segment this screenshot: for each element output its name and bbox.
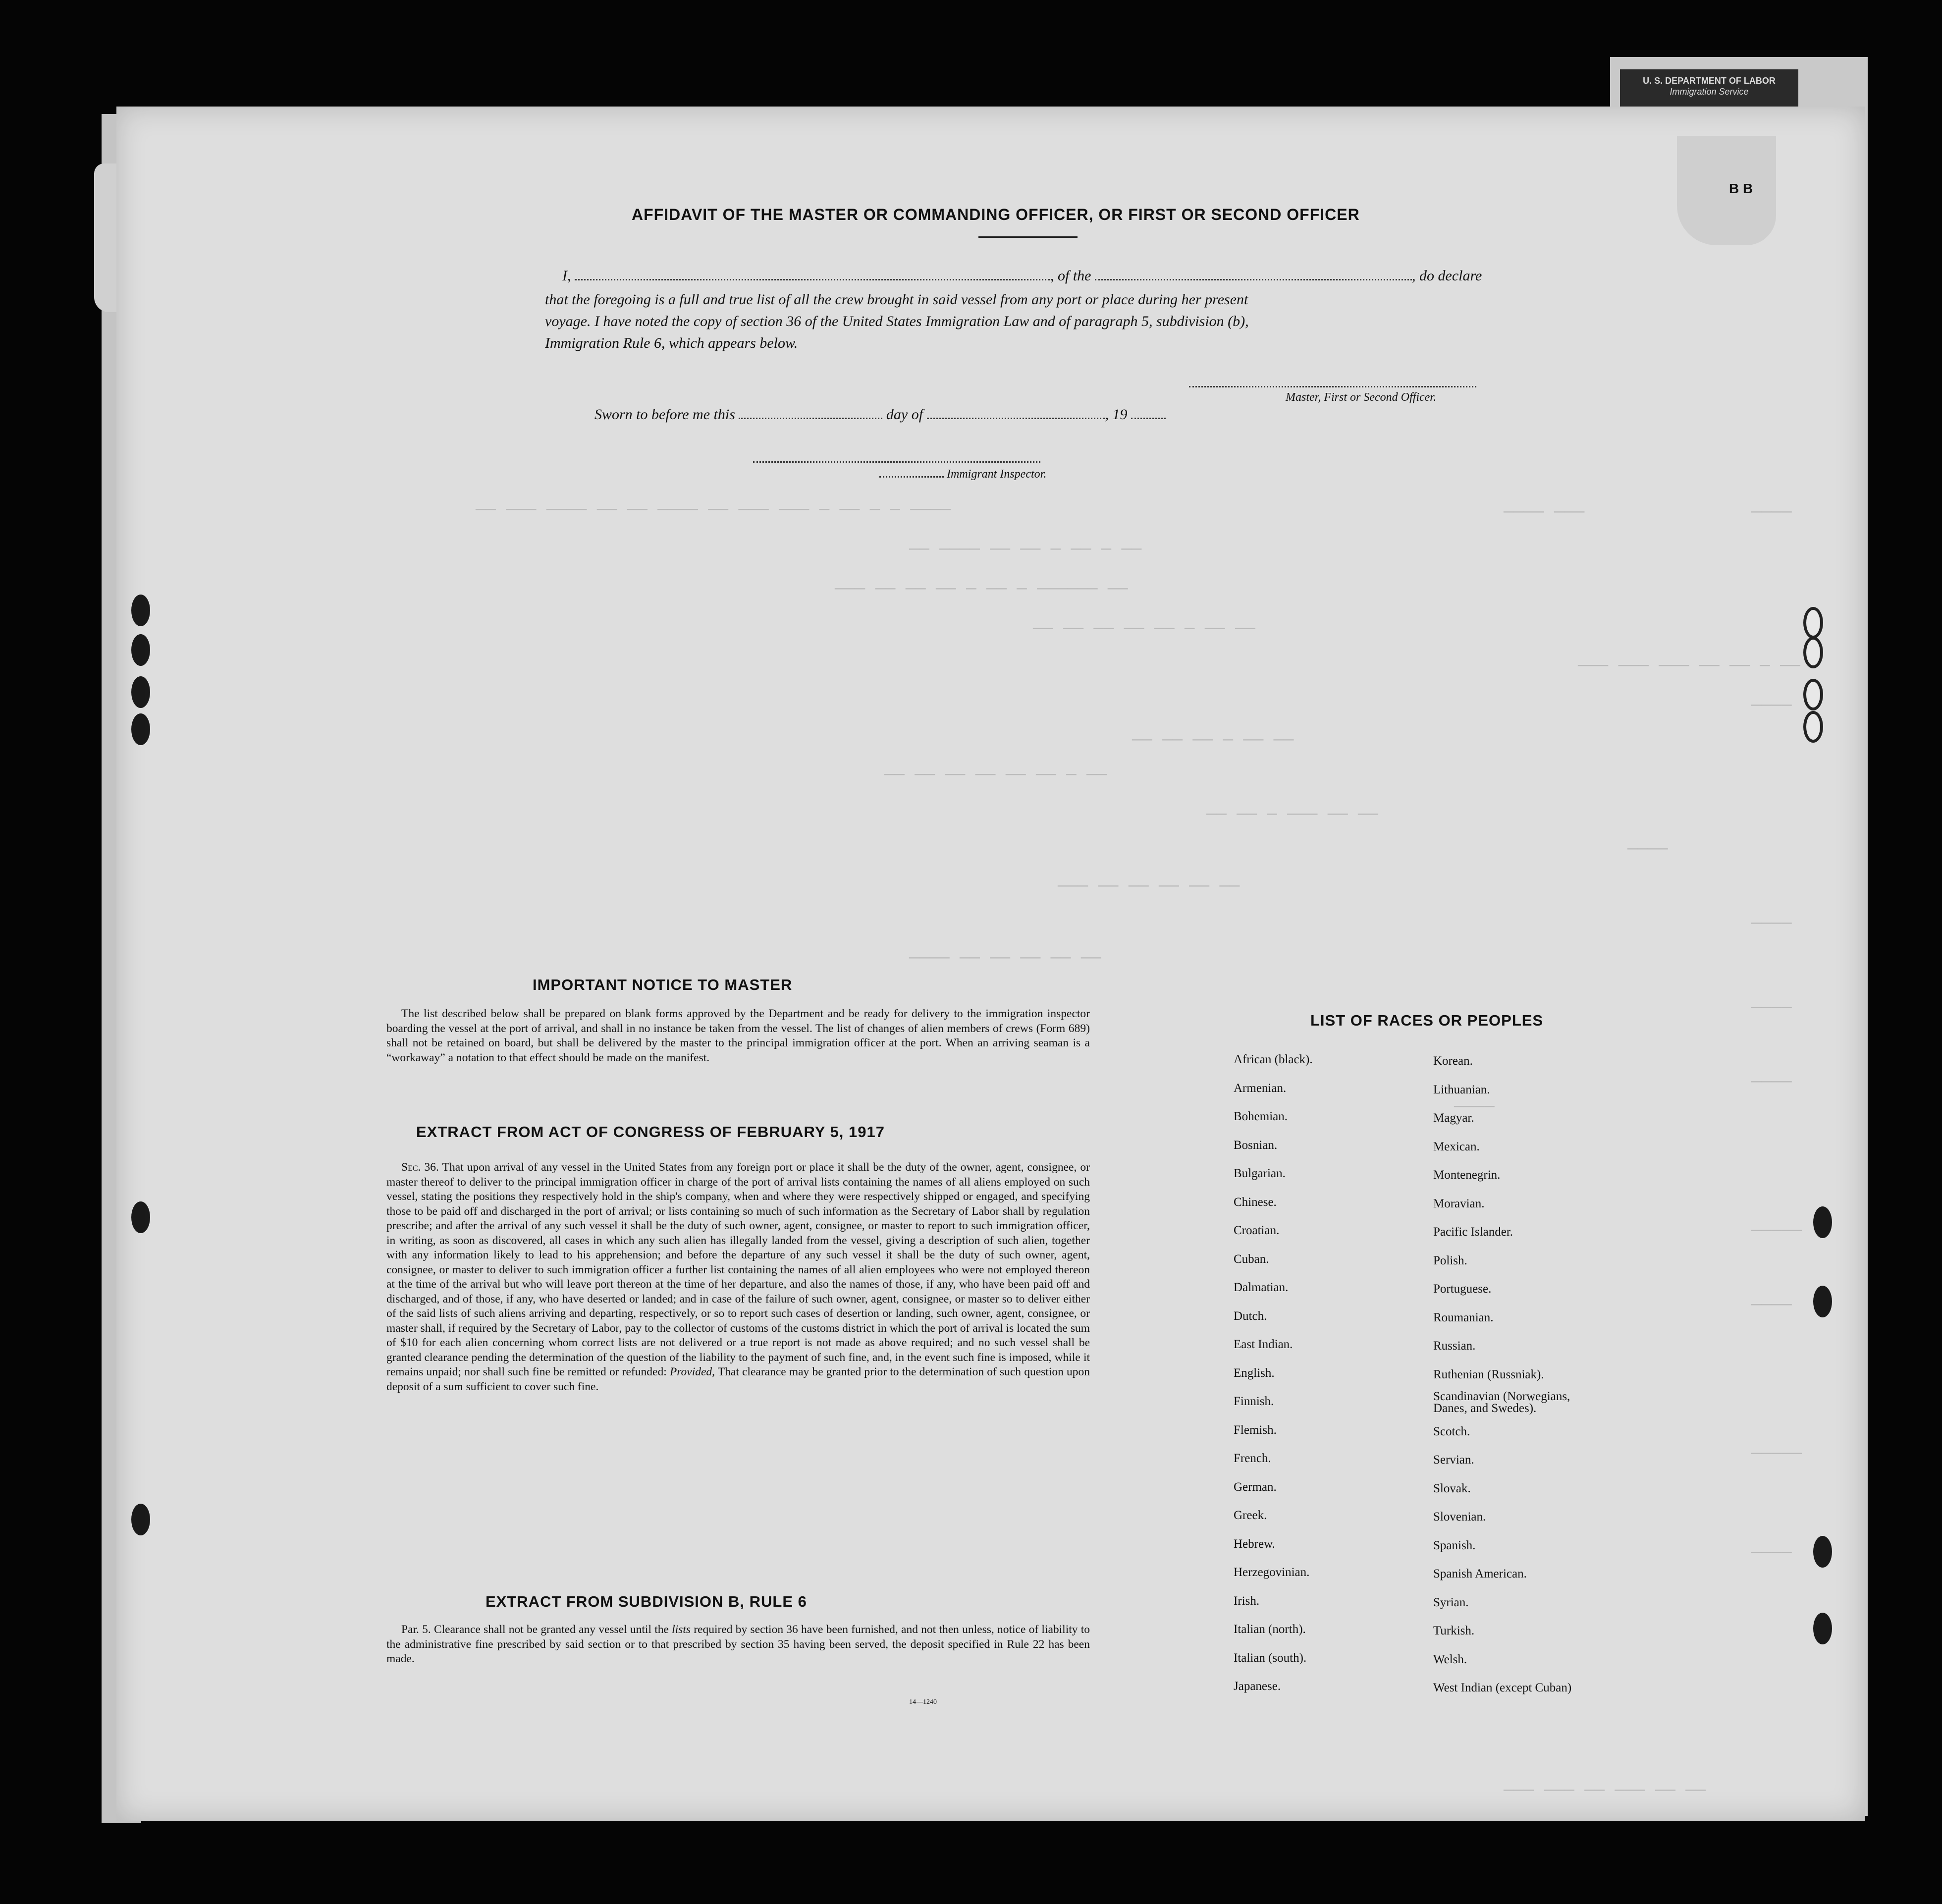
race-item: Cuban. [1234, 1252, 1269, 1266]
year-label: , 19 [1105, 406, 1128, 423]
race-item: English. [1234, 1366, 1275, 1380]
race-item: Italian (south). [1234, 1651, 1307, 1665]
race-item: Armenian. [1234, 1081, 1287, 1095]
declare-label: , do declare [1412, 268, 1482, 284]
master-label: Master, First or Second Officer. [1286, 391, 1436, 404]
race-item: Magyar. [1433, 1111, 1474, 1125]
binding-hole [131, 1504, 150, 1535]
race-item: Servian. [1433, 1453, 1474, 1467]
race-item: Croatian. [1234, 1224, 1280, 1237]
races-right-column [1433, 1047, 1602, 1702]
binding-hole [131, 595, 150, 626]
sworn-label: Sworn to before me this [594, 406, 735, 423]
corner-mark: B B [1729, 181, 1753, 196]
binding-hole [131, 634, 150, 666]
notice-paragraph: The list described below shall be prepared on blank forms approved by the Department and be ready for delivery to the immigration inspector boarding the vessel at the port of arrival, and shall in no instance be taken from the vessel. The list of changes of alien members of crews (Form 689) shall not be retained on board, but shall be delivered by the master to the principal immigration officer at the port. When an arriving seaman is a “workaway” a notation to that effect should be made on the manifest. [386, 1007, 1090, 1064]
race-item: Mexican. [1433, 1140, 1480, 1153]
race-item: Japanese. [1234, 1680, 1281, 1693]
race-item: Syrian. [1433, 1595, 1469, 1609]
binding-hole [1813, 1206, 1832, 1238]
sworn-line [594, 404, 1166, 426]
declarant-label: I, [562, 268, 571, 284]
race-item: Lithuanian. [1433, 1083, 1490, 1096]
race-item: East Indian. [1234, 1338, 1293, 1351]
notice-body [386, 1007, 1090, 1065]
rule-text-b: required by section 36 have been furnished, and not then unless, notice of liability to the administrative fine prescribed by said section or to that prescribed by section 35 having been served, the deposit specified in Rule 22 has been made. [386, 1623, 1090, 1665]
affidavit-line-3: voyage. I have noted the copy of section 36 of the United States Immigration Law and of paragraph 5, subdivision (b), [545, 313, 1249, 329]
declarant-name-blank[interactable] [575, 277, 1050, 280]
binding-ring [1803, 607, 1823, 639]
binding-hole [131, 713, 150, 745]
race-item: Montenegrin. [1433, 1168, 1501, 1182]
binding-hole [131, 676, 150, 708]
race-item: Polish. [1433, 1253, 1467, 1267]
binding-hole [1813, 1536, 1832, 1568]
binding-hole [131, 1201, 150, 1233]
race-item: West Indian (except Cuban) [1433, 1681, 1572, 1694]
race-item: Chinese. [1234, 1195, 1277, 1209]
race-item: Slovak. [1433, 1481, 1471, 1495]
race-item: Italian (north). [1234, 1623, 1306, 1636]
affidavit-line-4: Immigration Rule 6, which appears below. [545, 335, 798, 351]
extract-act-text: That upon arrival of any vessel in the United States from any foreign port or place it shall be the duty of the owner, agent, consignee, or master thereof to deliver to the principal immigration officer in charge of the port of arrival lists containing the names of all aliens employed on such vessel, stating the positions they respectively hold in the ship's company, when and where they were respectively shipped or engaged, and specifying those to be paid off and discharged in the port of arrival; or lists containing so much of such information as the Secretary of Labor shall by regulation prescribe; and after the arrival of any such vessel it shall be the duty of such owner, agent, consignee, or master to report to such immigration officer, in writing, as soon as discovered, all cases in which any such alien has illegally landed from the vessel, giving a description of such alien, together with any information likely to lead to his apprehension; and before the departure of any such vessel it shall be the duty of such owner, agent, consignee, or master to deliver to such immigration officer a further list containing the names of all alien employees who were not employed thereon at the time of the arrival but who will leave port thereon at the time of her departure, and also the names of those, if any, who have been paid off and discharged, and of those, if any, who have deserted or landed; and in case of the failure of such owner, agent, consignee, or master so to deliver either of the said lists of such aliens arriving and departing, respectively, or so to report such cases of desertion or landing, such owner, agent, consignee, or master shall, if required by the Secretary of Labor, pay to the collector of customs of the customs district in which the port of arrival is located the sum of $10 for each alien concerning whom correct lists are not delivered or a true report is not made as above required; and no such vessel shall be granted clearance pending the determination of the question of the liability to the payment of such fine, and, in the event such fine is imposed, while it remains unpaid; nor shall such fine be remitted or refunded: [386, 1161, 1090, 1378]
inspector-name-blank[interactable] [879, 474, 944, 478]
extract-act-title: EXTRACT FROM ACT OF CONGRESS OF FEBRUARY 5, 1917 [416, 1123, 885, 1141]
race-item: Bulgarian. [1234, 1167, 1286, 1180]
binding-hole [1813, 1613, 1832, 1644]
race-item: Bohemian. [1234, 1110, 1288, 1123]
torn-corner [1677, 136, 1776, 245]
affidavit-line-2: that the foregoing is a full and true list of all the crew brought in said vessel from any port or place during her present [545, 291, 1248, 308]
affidavit-declaration-line [562, 265, 1627, 287]
race-item: Korean. [1433, 1054, 1473, 1068]
extract-rule-body [386, 1623, 1090, 1667]
races-title: LIST OF RACES OR PEOPLES [1310, 1012, 1544, 1029]
document-page: —— ——— ———— —— —— ———— —— ——— ——— — —— — — ———— —— ———— —— —— — —— — —— ———— ——— ———— ——— —— —— —— — —— — —————— —— —— —— —— —— —— — —— —— ——— ——— ——— —— —— — —— ———— —— —— —— — —— —— —— —— —— —— —— —— — —— —— —— — ——— —— —— ———— ——— —— —— —— —— —— ———— ———— —— —— —— —— —— ———— ———— ———— ————— ———— ————— ———— ——— ——— —— ——— —— —— B B AFFIDAVIT OF THE MASTER OR COMMANDING OFFICER, OR FIRST OR SECOND OFFICER I, , of the , do declare that the foregoing is a full and true list of all the crew brought in said vessel from any port or place during her present voyage. I have noted the copy of section 36 of the United States Immigration Law and of paragraph 5, subdivision (b), Immigration Rule 6, which appears below. Master, First or Second Officer. Sworn to before me this day of , 19 Immigrant Inspector. IMPORTANT NOTICE TO MASTER The list described below shall be prepared on blank forms approved by the Department and be ready for delivery to the immigration inspector boarding the vessel at the port of arrival, and shall in no instance be taken from the vessel. The list of changes of alien members of crews (Form 689) shall not be retained on board, but shall be delivered by the master to the principal immigration officer at the port. When an arriving seaman is a “workaway” a notation to that effect should be made on the manifest. EXTRACT FROM ACT OF CONGRESS OF FEBRUARY 5, 1917 Sec. 36. That upon arrival of any vessel in the United States from any foreign port or place it shall be the duty of the owner, agent, consignee, or master thereof to deliver to the principal immigration officer in charge of the port of arrival lists containing the names of all aliens employed on such vessel, stating the positions they respectively hold in the ship's company, when and where they were respectively shipped or engaged, and specifying those to be paid off and discharged in the port of arrival; or lists containing so much of such information as the Secretary of Labor shall by regulation prescribe; and after the arrival of any such vessel it shall be the duty of such owner, agent, consignee, or master to report to such immigration officer, in writing, as soon as discovered, all cases in which any such alien has illegally landed from the vessel, giving a description of such alien, together with any information likely to lead to his apprehension; and before the departure of any such vessel it shall be the duty of such owner, agent, consignee, or master to deliver to such immigration officer a further list containing the names of all alien employees who were not employed thereon at the time of the arrival but who will leave port thereon at the time of her departure, and also the names of those, if any, who have been paid off and discharged, and of those, if any, who have deserted or landed; and in case of the failure of such owner, agent, consignee, or master so to deliver either of the said lists of such aliens arriving and departing, respectively, or so to report such cases of desertion or landing, such owner, agent, consignee, or master shall, if required by the Secretary of Labor, pay to the collector of customs of the customs district in which the port of arrival is located the sum of $10 for each alien concerning whom correct lists are not delivered or a true report is not made as above required; and no such vessel shall be granted clearance pending the determination of the question of the liability to the payment of such fine, and, in the event such fine is imposed, while it remains unpaid; nor shall such fine be remitted or refunded: Provided, That clearance may be granted prior to the determination of such question upon deposit of a sum sufficient to cover such fine. EXTRACT FROM SUBDIVISION B, RULE 6 Par. 5. Clearance shall not be granted any vessel until the lists required by section 36 have been furnished, and not then unless, notice of liability to the administrative fine prescribed by said section or to that prescribed by section 35 having been served, the deposit specified in Rule 22 has been made. 14—1240 LIST OF RACES OR PEOPLES African (black). Armenian. Bohemian. Bosnian. Bulgarian. Chinese. Croatian. Cuban. Dalmatian. Dutch. East Indian. English. Finnish. Flemish. French. German. Greek. Hebrew. Herzegovinian. Irish. Italian (north). Italian (south). Japanese. Korean. Lithuanian. Magyar. Mexican. Montenegrin. Moravian. Pacific Islander. Polish. Portuguese. Roumanian. Russian. Ruthenian (Russniak). Scandinavian (Norwegians, Danes, and Swedes). Scotch. Servian. Slovak. Slovenian. Spanish. Spanish American. Syrian. Turkish. Welsh. West Indian (except Cuban) [116, 107, 1865, 1821]
race-item: Flemish. [1234, 1423, 1277, 1437]
provided-word: Provided, [669, 1365, 715, 1378]
race-item: Portuguese. [1433, 1282, 1492, 1296]
race-item: Finnish. [1234, 1395, 1274, 1408]
stamp-line-1: U. S. DEPARTMENT OF LABOR [1643, 76, 1776, 86]
extract-act-body [386, 1160, 1090, 1394]
extract-rule-title: EXTRACT FROM SUBDIVISION B, RULE 6 [486, 1593, 807, 1610]
race-item: Spanish. [1433, 1538, 1476, 1552]
race-item: Russian. [1433, 1339, 1476, 1353]
race-item: Irish. [1234, 1594, 1260, 1608]
race-item: Hebrew. [1234, 1537, 1275, 1551]
day-of-label: day of [886, 406, 923, 423]
inspector-signature-blank[interactable] [753, 459, 1040, 463]
binding-ring [1803, 637, 1823, 668]
binding-ring [1803, 711, 1823, 743]
races-left-column [1234, 1045, 1313, 1701]
binding-hole [1813, 1286, 1832, 1317]
race-item: Herzegovinian. [1234, 1566, 1310, 1579]
inspector-label: Immigrant Inspector. [947, 468, 1047, 481]
race-item: Welsh. [1433, 1652, 1467, 1666]
form-number: 14—1240 [909, 1698, 937, 1706]
race-item: Scandinavian (Norwegians, Danes, and Swedes). [1433, 1390, 1570, 1415]
race-item: Dutch. [1234, 1309, 1267, 1323]
lists-word: lists [672, 1623, 691, 1636]
stamp-line-2: Immigration Service [1670, 87, 1749, 97]
race-item: Pacific Islander. [1433, 1225, 1513, 1239]
vessel-name-blank[interactable] [1095, 277, 1412, 280]
sworn-month-blank[interactable] [927, 416, 1105, 419]
race-item: Spanish American. [1433, 1567, 1527, 1580]
binding-ring [1803, 679, 1823, 710]
race-item: Dalmatian. [1234, 1281, 1289, 1294]
race-item: Greek. [1234, 1509, 1267, 1522]
extract-rule-paragraph [386, 1623, 1090, 1667]
extract-act-paragraph [386, 1160, 1090, 1394]
race-item: Turkish. [1433, 1624, 1475, 1637]
vessel-label: , of the [1050, 268, 1091, 284]
affidavit-title-rule [978, 236, 1078, 238]
race-item: Bosnian. [1234, 1138, 1278, 1152]
race-item: Scotch. [1433, 1424, 1470, 1438]
sworn-day-blank[interactable] [739, 416, 882, 419]
section-label: Sec. 36. [401, 1161, 439, 1174]
race-item: German. [1234, 1480, 1277, 1494]
race-item: Slovenian. [1433, 1510, 1486, 1523]
race-item: French. [1234, 1452, 1271, 1465]
rule-text-a: Par. 5. Clearance shall not be granted any vessel until the [401, 1623, 669, 1636]
sworn-year-blank[interactable] [1131, 416, 1166, 419]
affidavit-title: AFFIDAVIT OF THE MASTER OR COMMANDING OFFICER, OR FIRST OR SECOND OFFICER [632, 206, 1360, 223]
inspector-line [879, 463, 1046, 485]
notice-title: IMPORTANT NOTICE TO MASTER [533, 976, 793, 993]
extract-act-text-end: That clearance may be granted prior to the determination of such question upon deposit of a sum sufficient to cover such fine. [386, 1365, 1090, 1393]
race-item: African (black). [1234, 1053, 1313, 1066]
race-item: Roumanian. [1433, 1310, 1494, 1324]
race-item: Moravian. [1433, 1197, 1485, 1210]
race-item: Ruthenian (Russniak). [1433, 1367, 1544, 1381]
